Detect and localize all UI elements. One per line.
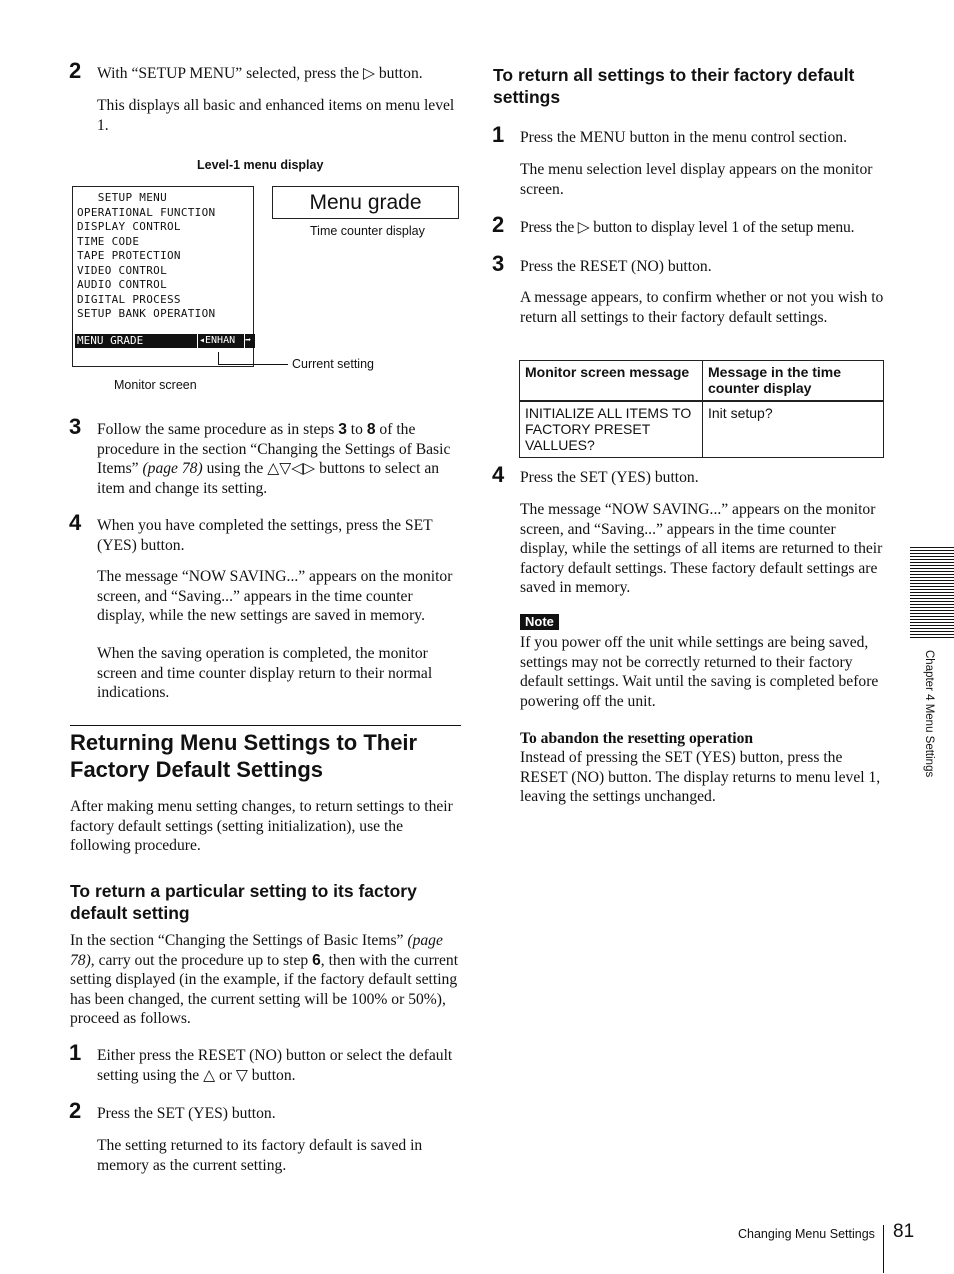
monitor-line: TAPE PROTECTION <box>77 249 181 262</box>
step-text: Press the ▷ button to display level 1 of the setup menu. <box>520 219 855 236</box>
monitor-line: SETUP MENU <box>77 191 167 204</box>
step-text: Press the RESET (NO) button. <box>520 258 712 275</box>
step-number: 4 <box>492 462 505 487</box>
subsection-title: To return a particular setting to its factory default setting <box>70 881 417 923</box>
step-detail: When the saving operation is completed, the monitor screen and time counter display return to their normal indications. <box>97 645 433 701</box>
monitor-caption: Monitor screen <box>114 378 197 392</box>
table-cell: INITIALIZE ALL ITEMS TO FACTORY PRESET VALLUES? <box>520 401 703 458</box>
step-detail: The message “NOW SAVING...” appears on the monitor screen, and “Saving...” appears in the time counter display, while the settings of all items are returned to their factory default settings. These factory default settings are saved in memory. <box>520 501 883 596</box>
monitor-line: AUDIO CONTROL <box>77 278 167 291</box>
step-detail: The menu selection level display appears on the monitor screen. <box>520 161 873 198</box>
chapter-tab-label: Chapter 4 Menu Settings <box>923 650 935 778</box>
table-header: Monitor screen message <box>520 361 703 402</box>
current-setting-caption: Current setting <box>292 357 374 371</box>
step-text: Press the SET (YES) button. <box>97 1105 276 1122</box>
monitor-line: SETUP BANK OPERATION <box>77 307 216 320</box>
step-text: With “SETUP MENU” selected, press the ▷ button. <box>97 65 423 82</box>
table-header: Message in the time counter display <box>703 361 884 402</box>
step-number: 1 <box>492 122 505 147</box>
selected-item-label: MENU GRADE <box>77 334 144 347</box>
footer-divider <box>883 1225 884 1273</box>
text-run: of the procedure in the section “Changing the Settings of Basic Items” <box>97 421 451 477</box>
abandon-title: To abandon the resetting operation <box>520 730 754 747</box>
monitor-screen <box>72 186 254 367</box>
subsection-title: To return all settings to their factory default settings <box>493 65 855 107</box>
step-ref: 6 <box>312 951 321 969</box>
monitor-selected-row <box>75 334 255 348</box>
callout-line <box>218 352 219 364</box>
text-run: Follow the same procedure as in steps <box>97 421 339 438</box>
step-text: Either press the RESET (NO) button or select the default setting using the △ or ▽ button. <box>97 1047 453 1084</box>
step-text <box>97 420 462 498</box>
page-number: 81 <box>893 1221 915 1242</box>
current-setting-value: ◂ENHAN <box>199 335 236 346</box>
monitor-line: TIME CODE <box>77 234 140 248</box>
step-number: 2 <box>69 58 82 83</box>
monitor-line: DIGITAL PROCESS <box>77 292 181 306</box>
monitor-line: DISPLAY CONTROL <box>77 220 181 233</box>
table-header-row <box>520 361 884 402</box>
monitor-line: OPERATIONAL FUNCTION <box>77 205 216 219</box>
time-counter-display: Menu grade <box>272 186 459 219</box>
step-text: Press the SET (YES) button. <box>520 469 699 486</box>
step-ref: 8 <box>366 421 376 438</box>
section-divider <box>70 725 461 726</box>
callout-line <box>218 364 288 365</box>
subsection-intro <box>70 931 462 1029</box>
step-number: 4 <box>69 510 82 535</box>
step-detail: The setting returned to its factory default is saved in memory as the current setting. <box>97 1137 423 1174</box>
table-row <box>520 401 884 458</box>
text-run: , then with the current setting displayed (in the example, if the factory default setting has been changed, the current setting will be 100% or 50%), proceed as follows. <box>70 951 459 1027</box>
footer-section-title: Changing Menu Settings <box>738 1227 875 1241</box>
page-ref: (page 78) <box>70 932 443 969</box>
chapter-tab-stripes <box>910 547 954 639</box>
step-number: 3 <box>69 414 82 439</box>
step-detail: The message “NOW SAVING...” appears on the monitor screen, and “Saving...” appears in the time counter display, while the new settings are saved in memory. <box>97 568 453 624</box>
step-text: Press the MENU button in the menu control section. <box>520 129 847 146</box>
section-intro: After making menu setting changes, to return settings to their factory default settings (setting initialization), use the following procedure. <box>70 798 453 854</box>
step-number: 1 <box>69 1040 82 1065</box>
text-run: In the section “Changing the Settings of Basic Items” <box>70 932 408 949</box>
step-text: When you have completed the settings, press the SET (YES) button. <box>97 517 433 554</box>
abandon-text: Instead of pressing the SET (YES) button, press the RESET (NO) button. The display returns to menu level 1, leaving the settings unchanged. <box>520 749 881 805</box>
step-number: 3 <box>492 251 505 276</box>
step-detail: A message appears, to confirm whether or not you wish to return all settings to their factory default settings. <box>520 289 884 326</box>
step-detail: This displays all basic and enhanced items on menu level 1. <box>97 97 455 134</box>
step-number: 2 <box>492 212 505 237</box>
note-badge: Note <box>520 614 559 630</box>
step-ref: 3 <box>338 421 347 438</box>
monitor-line: VIDEO CONTROL <box>77 263 167 277</box>
section-title: Returning Menu Settings to Their Factory Default Settings <box>70 730 418 782</box>
time-counter-caption: Time counter display <box>310 224 425 238</box>
message-table <box>519 360 884 458</box>
table-cell: Init setup? <box>703 401 884 458</box>
step-number: 2 <box>69 1098 82 1123</box>
text-run: , carry out the procedure up to step <box>90 951 313 969</box>
page-ref: (page 78) <box>142 460 203 477</box>
text-run: using the △▽◁▷ buttons to select an item and change its setting. <box>97 460 440 497</box>
note-text: If you power off the unit while settings are being saved, settings may not be correctly returned to their factory default settings. Wait until the saving is completed before powering off the unit. <box>520 634 879 710</box>
figure-title: Level-1 menu display <box>197 158 324 172</box>
text-run: to <box>346 421 367 438</box>
right-arrow-icon: ➡ <box>245 335 252 346</box>
